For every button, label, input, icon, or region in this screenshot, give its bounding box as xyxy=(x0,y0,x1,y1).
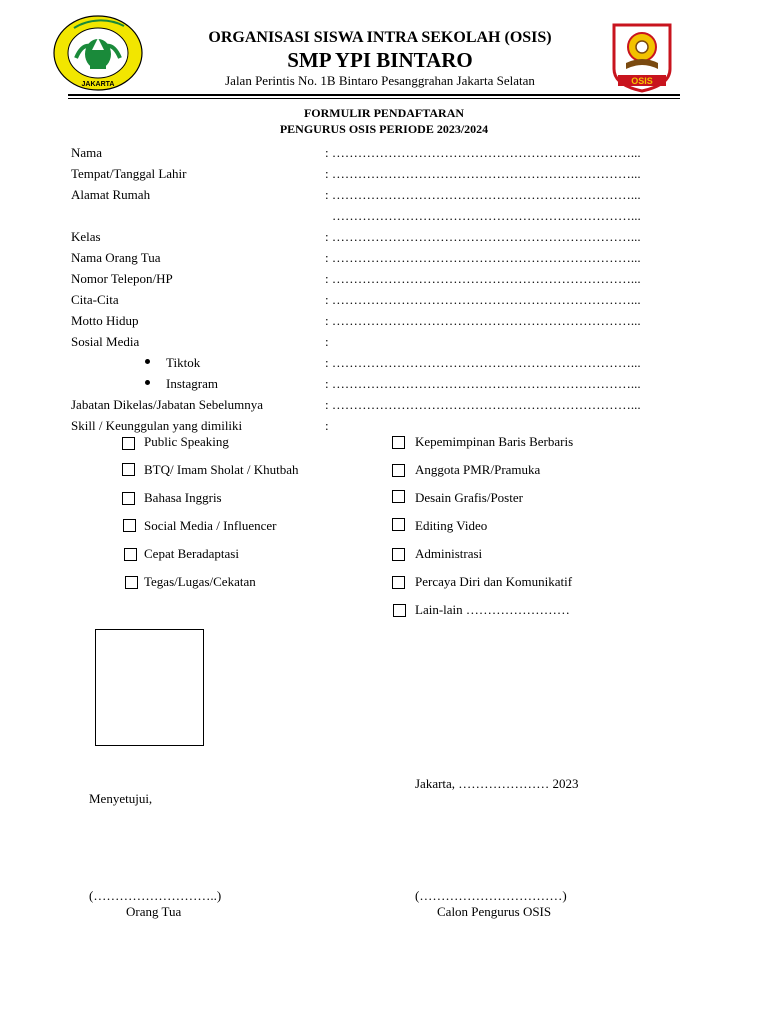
left-logo-city: JAKARTA xyxy=(81,81,115,88)
photo-box[interactable] xyxy=(95,629,204,746)
field-alamat-line2[interactable]: ……………………………………………………………... xyxy=(332,208,641,223)
field-instagram[interactable]: : ……………………………………………………………... xyxy=(325,376,641,391)
field-tiktok[interactable]: : ……………………………………………………………... xyxy=(325,355,641,370)
skill-label: Lain-lain …………………… xyxy=(415,602,570,617)
skill-label: Anggota PMR/Pramuka xyxy=(415,462,541,477)
bullet-icon xyxy=(145,380,150,385)
label-telp: Nomor Telepon/HP xyxy=(71,271,173,286)
header-rule xyxy=(68,94,680,96)
label-motto: Motto Hidup xyxy=(71,313,139,328)
label-ortu: Nama Orang Tua xyxy=(71,250,161,265)
label-tiktok: Tiktok xyxy=(166,355,201,370)
field-cita[interactable]: : ……………………………………………………………... xyxy=(325,292,641,307)
label-ttl: Tempat/Tanggal Lahir xyxy=(71,166,187,181)
skill-label: Cepat Beradaptasi xyxy=(144,546,239,561)
checkbox-public-speaking[interactable] xyxy=(122,437,135,450)
candidate-role: Calon Pengurus OSIS xyxy=(437,904,552,919)
field-ttl[interactable]: : ……………………………………………………………... xyxy=(325,166,641,181)
label-kelas: Kelas xyxy=(71,229,101,244)
field-kelas[interactable]: : ……………………………………………………………... xyxy=(325,229,641,244)
skill-label: Public Speaking xyxy=(144,434,229,449)
field-motto[interactable]: : ……………………………………………………………... xyxy=(325,313,641,328)
skill-label: Kepemimpinan Baris Berbaris xyxy=(415,434,574,449)
skill-label: Desain Grafis/Poster xyxy=(415,490,523,505)
checkbox-bahasa-inggris[interactable] xyxy=(122,492,135,505)
label-skill: Skill / Keunggulan yang dimiliki xyxy=(71,418,243,433)
checkbox-lain-lain[interactable] xyxy=(393,604,406,617)
skill-label: Percaya Diri dan Komunikatif xyxy=(415,574,573,589)
checkbox-btq[interactable] xyxy=(122,463,135,476)
parent-signature-line: (………………………..) xyxy=(89,888,222,903)
form-subtitle: PENGURUS OSIS PERIODE 2023/2024 xyxy=(279,122,489,136)
skill-label: Editing Video xyxy=(415,518,488,533)
label-alamat: Alamat Rumah xyxy=(71,187,151,202)
label-nama: Nama xyxy=(71,145,103,160)
checkbox-tegas[interactable] xyxy=(125,576,138,589)
checkbox-pmr-pramuka[interactable] xyxy=(392,464,405,477)
label-sosmed: Sosial Media xyxy=(71,334,140,349)
checkbox-percaya-diri[interactable] xyxy=(392,576,405,589)
right-logo-text: OSIS xyxy=(631,76,653,86)
parent-role: Orang Tua xyxy=(126,904,182,919)
field-jabatan[interactable]: : ……………………………………………………………... xyxy=(325,397,641,412)
checkbox-kepemimpinan[interactable] xyxy=(392,436,405,449)
approval-text: Menyetujui, xyxy=(89,791,153,806)
skill-label: BTQ/ Imam Sholat / Khutbah xyxy=(144,462,299,477)
checkbox-administrasi[interactable] xyxy=(392,548,405,561)
org-name: ORGANISASI SISWA INTRA SEKOLAH (OSIS) xyxy=(208,29,552,46)
field-sosmed: : xyxy=(325,334,329,349)
label-instagram: Instagram xyxy=(166,376,218,391)
school-address: Jalan Perintis No. 1B Bintaro Pesanggrahan Jakarta Selatan xyxy=(225,73,535,88)
skill-label: Tegas/Lugas/Cekatan xyxy=(144,574,256,589)
school-name: SMP YPI BINTARO xyxy=(287,48,473,72)
checkbox-desain-grafis[interactable] xyxy=(392,490,405,503)
form-title: FORMULIR PENDAFTARAN xyxy=(303,106,465,120)
skill-label: Social Media / Influencer xyxy=(144,518,277,533)
candidate-signature-line: (……………………………) xyxy=(415,888,567,903)
signature-date: Jakarta, ………………… 2023 xyxy=(415,776,579,791)
skill-label: Bahasa Inggris xyxy=(144,490,222,505)
header-rule-thin xyxy=(68,98,680,99)
field-skill: : xyxy=(325,418,329,433)
field-alamat[interactable]: : ……………………………………………………………... xyxy=(325,187,641,202)
label-cita: Cita-Cita xyxy=(71,292,119,307)
checkbox-cepat-beradaptasi[interactable] xyxy=(124,548,137,561)
bullet-icon xyxy=(145,359,150,364)
label-jabatan: Jabatan Dikelas/Jabatan Sebelumnya xyxy=(71,397,264,412)
field-ortu[interactable]: : ……………………………………………………………... xyxy=(325,250,641,265)
field-nama[interactable]: : ……………………………………………………………... xyxy=(325,145,641,160)
checkbox-editing-video[interactable] xyxy=(392,518,405,531)
checkbox-social-media[interactable] xyxy=(123,519,136,532)
skill-label: Administrasi xyxy=(415,546,483,561)
field-telp[interactable]: : ……………………………………………………………... xyxy=(325,271,641,286)
